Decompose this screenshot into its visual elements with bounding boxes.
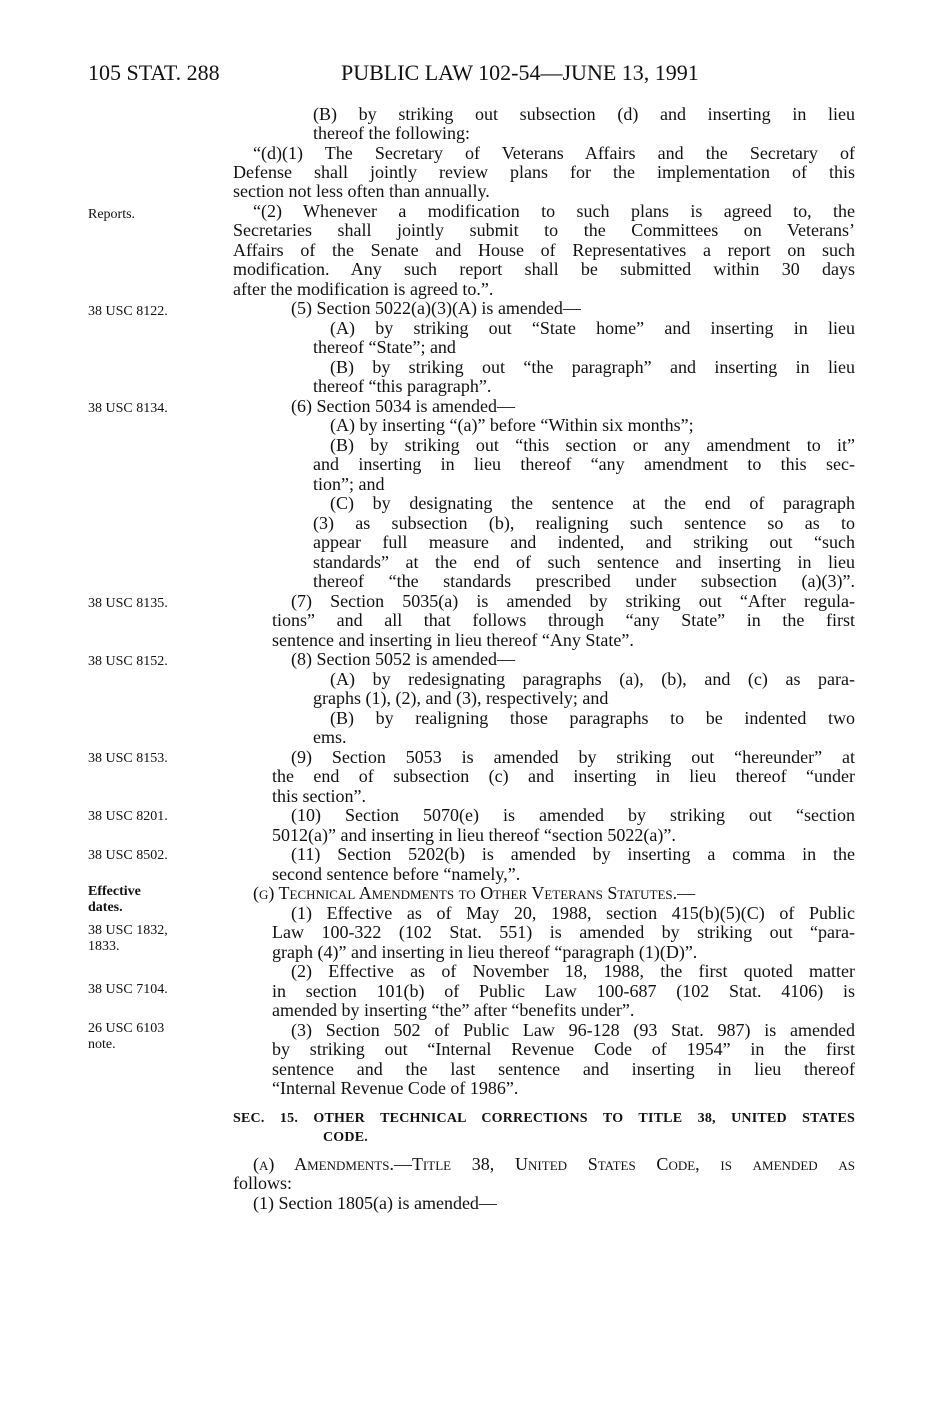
text-line: (1) Effective as of May 20, 1988, section 415(b)(5)(C) of Public — [291, 903, 855, 923]
text-line: (1) Section 1805(a) is amended— — [253, 1193, 497, 1213]
text-line: (A) by striking out “State home” and inserting in lieu — [330, 318, 855, 338]
text-line: graph (4)” and inserting in lieu thereof “paragraph (1)(D)”. — [272, 942, 698, 962]
margin-note: 38 USC 1832, 1833. — [88, 923, 168, 954]
margin-note: 38 USC 8152. — [88, 654, 168, 669]
text-line: sentence and inserting in lieu thereof “Any State”. — [272, 630, 634, 650]
margin-note: 38 USC 8502. — [88, 848, 168, 863]
text-line: (A) by inserting “(a)” before “Within six months”; — [330, 415, 694, 435]
text-line: (10) Section 5070(e) is amended by striking out “section — [291, 805, 855, 825]
statute-page-ref: 105 STAT. 288 — [88, 60, 220, 85]
text-line: sentence and the last sentence and inserting in lieu thereof — [272, 1059, 855, 1079]
text-line: amended by inserting “the” after “benefits under”. — [272, 1000, 635, 1020]
margin-note: Reports. — [88, 207, 136, 222]
text-line: section not less often than annually. — [233, 181, 490, 201]
margin-note: 38 USC 8201. — [88, 809, 168, 824]
text-line: (C) by designating the sentence at the end of paragraph — [330, 493, 855, 513]
margin-note: 26 USC 6103 note. — [88, 1021, 165, 1052]
text-line: in section 101(b) of Public Law 100-687 (102 Stat. 4106) is — [272, 981, 855, 1001]
section-heading: SEC. 15. OTHER TECHNICAL CORRECTIONS TO TITLE 38, UNITED STATES — [233, 1111, 855, 1126]
text-line: tion”; and — [313, 474, 385, 494]
text-line: (11) Section 5202(b) is amended by inserting a comma in the — [291, 844, 855, 864]
text-line: thereof the following: — [313, 123, 470, 143]
subsection-heading: (g) Technical Amendments to Other Veterans Statutes.— — [253, 883, 696, 903]
text-line: (8) Section 5052 is amended— — [291, 649, 515, 669]
text-line: and inserting in lieu thereof “any amendment to this sec- — [313, 454, 855, 474]
margin-note: 38 USC 7104. — [88, 982, 168, 997]
margin-note: 38 USC 8153. — [88, 751, 168, 766]
text-line: graphs (1), (2), and (3), respectively; and — [313, 688, 609, 708]
text-line: (a) Amendments.—Title 38, United States Code, is amended as — [253, 1154, 855, 1174]
text-line: (B) by realigning those paragraphs to be indented two — [330, 708, 855, 728]
text-line: thereof “the standards prescribed under subsection (a)(3)”. — [313, 571, 855, 591]
text-line: 5012(a)” and inserting in lieu thereof “section 5022(a)”. — [272, 825, 676, 845]
text-line: (3) as subsection (b), realigning such sentence so as to — [313, 513, 855, 533]
text-line: Law 100-322 (102 Stat. 551) is amended by striking out “para- — [272, 922, 855, 942]
text-line: Defense shall jointly review plans for the implementation of this — [233, 162, 855, 182]
margin-note: 38 USC 8122. — [88, 304, 168, 319]
text-line: by striking out “Internal Revenue Code of 1954” in the first — [272, 1039, 855, 1059]
text-line: tions” and all that follows through “any State” in the first — [272, 610, 855, 630]
text-line: Secretaries shall jointly submit to the Committees on Veterans’ — [233, 220, 855, 240]
text-line: follows: — [233, 1173, 293, 1193]
text-line: Affairs of the Senate and House of Representatives a report on such — [233, 240, 855, 260]
text-line: (6) Section 5034 is amended— — [291, 396, 515, 416]
text-line: (5) Section 5022(a)(3)(A) is amended— — [291, 298, 581, 318]
text-line: (A) by redesignating paragraphs (a), (b), and (c) as para- — [330, 669, 855, 689]
margin-note-effective-dates: Effective dates. — [88, 884, 141, 915]
text-line: appear full measure and indented, and striking out “such — [313, 532, 855, 552]
text-line: the end of subsection (c) and inserting in lieu thereof “under — [272, 766, 855, 786]
text-line: “(2) Whenever a modification to such plans is agreed to, the — [253, 201, 855, 221]
text-line: (9) Section 5053 is amended by striking out “hereunder” at — [291, 747, 855, 767]
text-line: thereof “State”; and — [313, 337, 456, 357]
text-line: (B) by striking out “this section or any amendment to it” — [330, 435, 855, 455]
text-line: ems. — [313, 727, 347, 747]
text-line: (7) Section 5035(a) is amended by striking out “After regula- — [291, 591, 855, 611]
text-line: (3) Section 502 of Public Law 96-128 (93 Stat. 987) is amended — [291, 1020, 855, 1040]
page-header — [88, 60, 857, 90]
section-heading: CODE. — [323, 1130, 368, 1145]
text-line: this section”. — [272, 786, 366, 806]
text-line: (B) by striking out “the paragraph” and inserting in lieu — [330, 357, 855, 377]
margin-note: 38 USC 8134. — [88, 401, 168, 416]
text-line: modification. Any such report shall be submitted within 30 days — [233, 259, 855, 279]
text-line: second sentence before “namely,”. — [272, 864, 521, 884]
text-line: standards” at the end of such sentence and inserting in lieu — [313, 552, 855, 572]
public-law-title: PUBLIC LAW 102-54—JUNE 13, 1991 — [341, 60, 699, 85]
text-line: (2) Effective as of November 18, 1988, the first quoted matter — [291, 961, 855, 981]
text-line: “Internal Revenue Code of 1986”. — [272, 1078, 519, 1098]
margin-note: 38 USC 8135. — [88, 596, 168, 611]
text-line: “(d)(1) The Secretary of Veterans Affairs and the Secretary of — [253, 143, 855, 163]
text-line: after the modification is agreed to.”. — [233, 279, 494, 299]
text-line: (B) by striking out subsection (d) and inserting in lieu — [313, 104, 855, 124]
text-line: thereof “this paragraph”. — [313, 376, 492, 396]
